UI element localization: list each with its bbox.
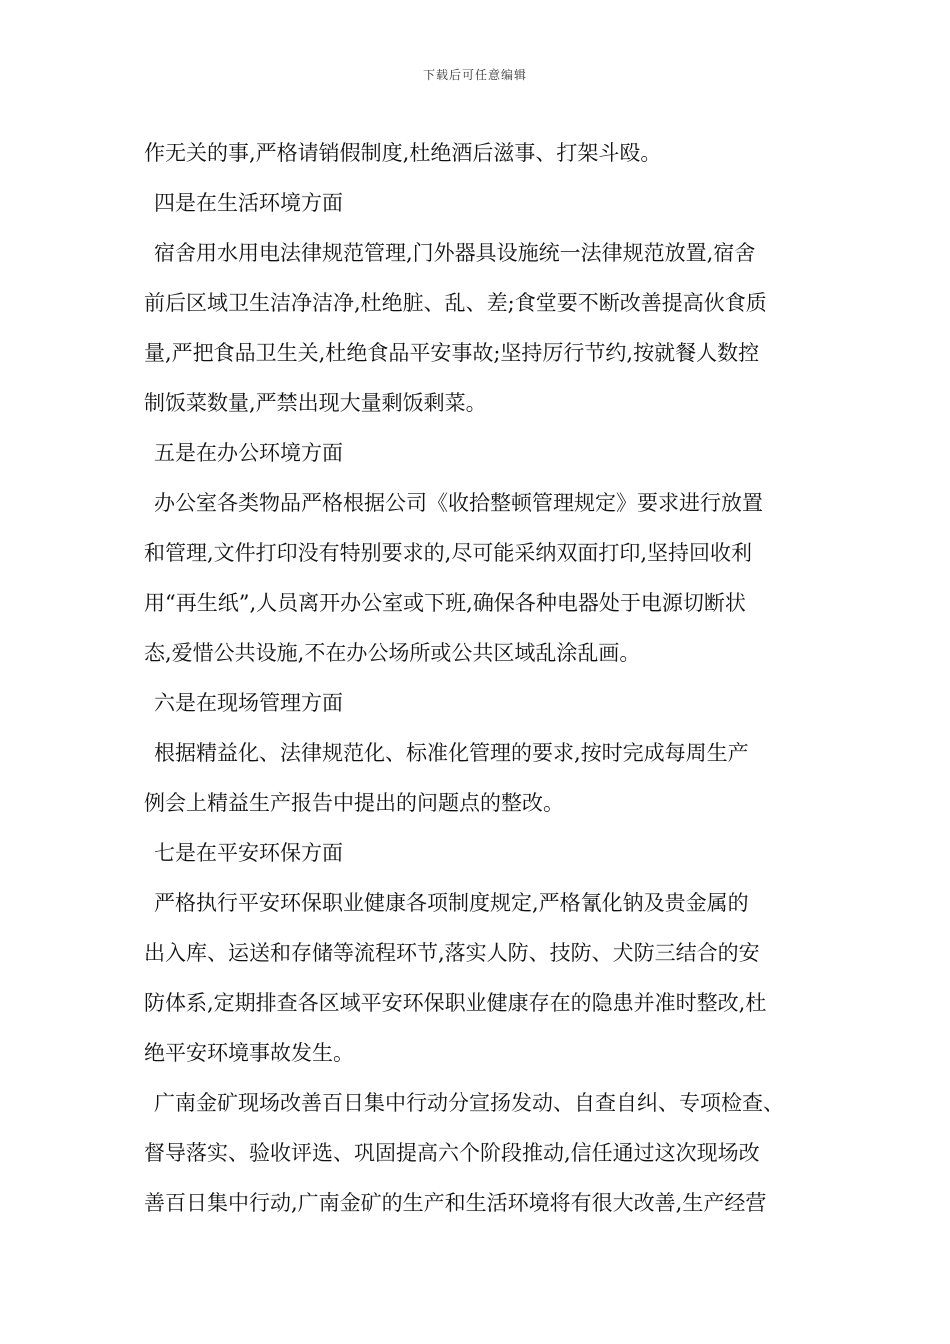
section-heading-five: 五是在办公环境方面	[154, 441, 343, 465]
text-line: 督导落实、验收评选、巩固提高六个阶段推动,信任通过这次现场改	[144, 1141, 760, 1165]
text-line: 用“再生纸”,人员离开办公室或下班,确保各种电器处于电源切断状	[144, 591, 746, 615]
text-line: 绝平安环境事故发生。	[144, 1041, 354, 1065]
text-line: 量,严把食品卫生关,杜绝食品平安事故;坚持厉行节约,按就餐人数控	[144, 341, 760, 365]
text-line: 出入库、运送和存储等流程环节,落实人防、技防、犬防三结合的安	[144, 941, 760, 965]
text-line: 例会上精益生产报告中提出的问题点的整改。	[144, 791, 564, 815]
text-line: 作无关的事,严格请销假制度,杜绝酒后滋事、打架斗殴。	[144, 141, 662, 165]
text-line: 宿舍用水用电法律规范管理,门外器具设施统一法律规范放置,宿舍	[154, 241, 756, 265]
section-heading-four: 四是在生活环境方面	[154, 191, 343, 215]
text-line: 善百日集中行动,广南金矿的生产和生活环境将有很大改善,生产经营	[144, 1191, 767, 1215]
text-line: 前后区域卫生洁净洁净,杜绝脏、乱、差;食堂要不断改善提高伙食质	[144, 291, 767, 315]
text-line: 防体系,定期排查各区域平安环保职业健康存在的隐患并准时整改,杜	[144, 991, 767, 1015]
text-line: 态,爱惜公共设施,不在办公场所或公共区域乱涂乱画。	[144, 641, 641, 665]
text-line: 和管理,文件打印没有特别要求的,尽可能采纳双面打印,坚持回收利	[144, 541, 753, 565]
text-line: 办公室各类物品严格根据公司《收拾整顿管理规定》要求进行放置	[154, 491, 763, 515]
text-line: 广南金矿现场改善百日集中行动分宣扬发动、自查自纠、专项检查、	[154, 1091, 784, 1115]
section-heading-seven: 七是在平安环保方面	[154, 841, 343, 865]
text-line: 严格执行平安环保职业健康各项制度规定,严格氰化钠及贵金属的	[154, 891, 749, 915]
page-header: 下载后可任意编辑	[422, 68, 527, 82]
text-line: 制饭菜数量,严禁出现大量剩饭剩菜。	[144, 391, 487, 415]
text-line: 根据精益化、法律规范化、标准化管理的要求,按时完成每周生产	[154, 741, 749, 765]
section-heading-six: 六是在现场管理方面	[154, 691, 343, 715]
document-body	[144, 128, 824, 1228]
